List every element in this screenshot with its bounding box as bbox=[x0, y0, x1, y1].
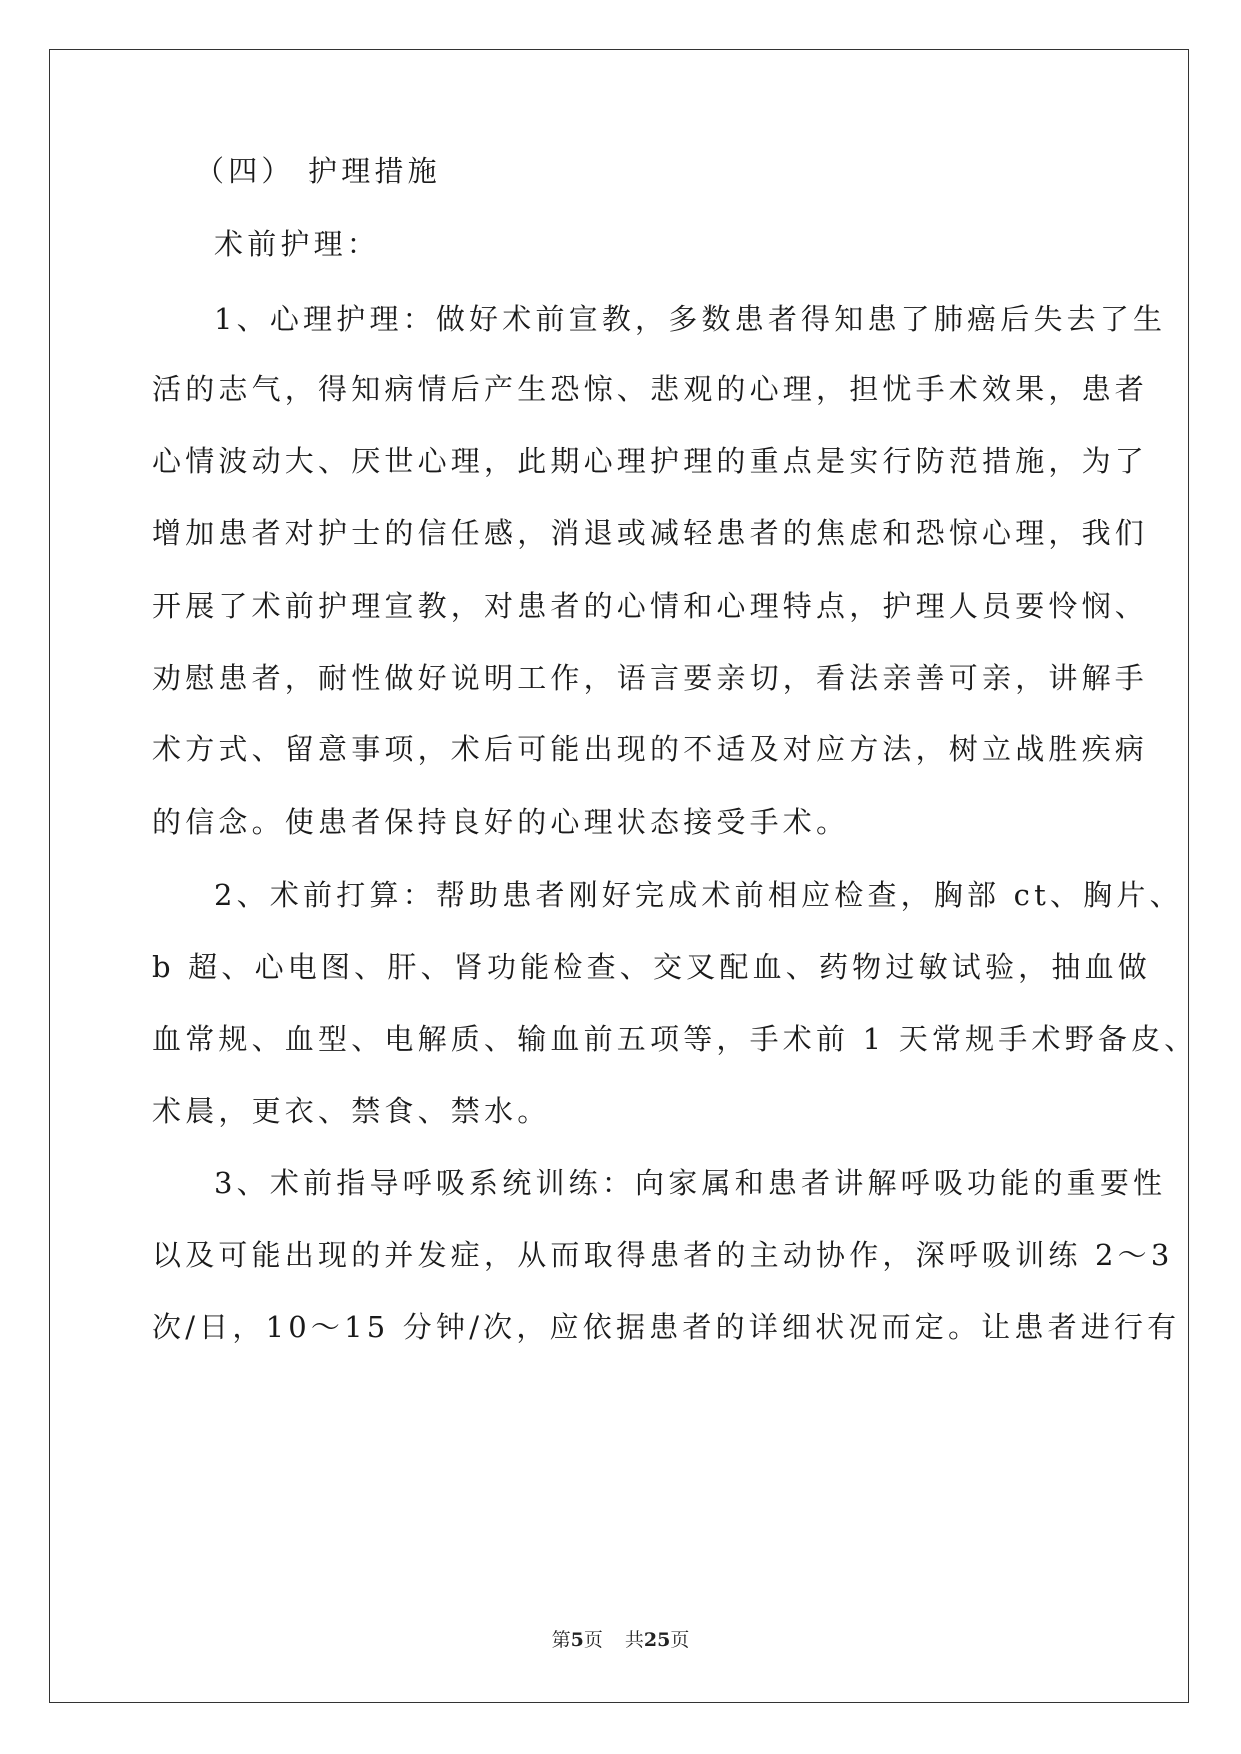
paragraph-line: 开展了术前护理宣教，对患者的心情和心理特点，护理人员要怜悯、 bbox=[152, 589, 1149, 623]
paragraph-line: 术晨，更衣、禁食、禁水。 bbox=[152, 1094, 551, 1128]
paragraph-line: 次/日，10～15 分钟/次，应依据患者的详细状况而定。让患者进行有 bbox=[152, 1310, 1181, 1344]
paragraph-line: 术方式、留意事项，术后可能出现的不适及对应方法，树立战胜疾病 bbox=[152, 732, 1149, 766]
sub-heading: 术前护理： bbox=[214, 227, 381, 261]
page-number: 5 bbox=[570, 1629, 584, 1651]
paragraph-line: 1、心理护理：做好术前宣教，多数患者得知患了肺癌后失去了生 bbox=[214, 302, 1167, 336]
total-prefix: 共 bbox=[624, 1629, 644, 1651]
paragraph-line: b 超、心电图、肝、肾功能检查、交叉配血、药物过敏试验，抽血做 bbox=[152, 950, 1151, 984]
page-label-prefix: 第 bbox=[551, 1629, 571, 1651]
paragraph-line: 活的志气，得知病情后产生恐惊、悲观的心理，担忧手术效果，患者 bbox=[152, 372, 1149, 406]
paragraph-line: 2、术前打算：帮助患者刚好完成术前相应检查，胸部 ct、胸片、 bbox=[214, 878, 1183, 912]
page-footer bbox=[0, 1628, 1241, 1652]
paragraph-line: 3、术前指导呼吸系统训练：向家属和患者讲解呼吸功能的重要性 bbox=[214, 1166, 1167, 1200]
page-label-suffix: 页 bbox=[583, 1629, 603, 1651]
paragraph-line: 的信念。使患者保持良好的心理状态接受手术。 bbox=[152, 805, 850, 839]
paragraph-line: 劝慰患者，耐性做好说明工作，语言要亲切，看法亲善可亲，讲解手 bbox=[152, 661, 1149, 695]
total-pages: 25 bbox=[643, 1629, 671, 1651]
paragraph-line: 增加患者对护士的信任感，消退或减轻患者的焦虑和恐惊心理，我们 bbox=[152, 516, 1149, 550]
paragraph-line: 血常规、血型、电解质、输血前五项等，手术前 1 天常规手术野备皮、 bbox=[152, 1022, 1198, 1056]
paragraph-line: 心情波动大、厌世心理，此期心理护理的重点是实行防范措施，为了 bbox=[152, 444, 1149, 478]
section-heading: （四） 护理措施 bbox=[195, 154, 441, 188]
total-suffix: 页 bbox=[670, 1629, 690, 1651]
paragraph-line: 以及可能出现的并发症，从而取得患者的主动协作，深呼吸训练 2～3 bbox=[152, 1238, 1174, 1272]
page-border bbox=[49, 49, 1189, 1703]
